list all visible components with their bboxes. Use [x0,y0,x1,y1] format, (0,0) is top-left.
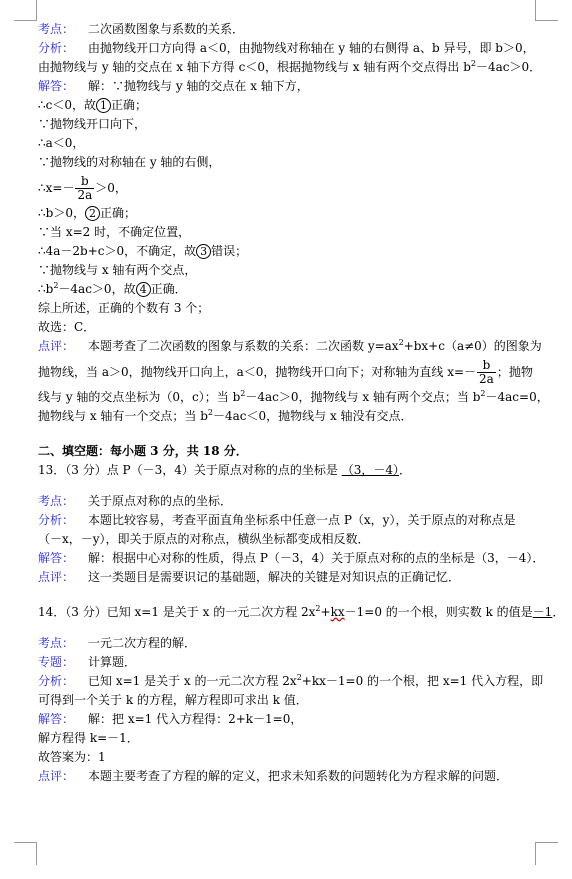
q14-dianping: 点评： 本题主要考查了方程的解的定义，把求未知系数的问题转化为方程求解的问题． [38,769,509,783]
section-heading: 二、填空题：每小题 3 分，共 18 分． [38,444,248,458]
q12-jieda-11: $\therefore b^2-4ac>0$，故 4 正确． [38,281,187,296]
crop-mark-bottom-right [535,842,558,865]
q12-fenxi-1: 分析： 由抛物线开口方向得 a＜0，由抛物线对称轴在 y 轴的右侧得 a、b 异号，即 b＞0， [38,41,535,55]
fraction-b-over-2a: $\frac{b}{2a}$ [77,174,93,202]
circled-number-4: 4 [136,282,151,297]
crop-mark-bottom-left [14,842,37,865]
q12-jieda-7: ∴b＞0， 2 正确； [38,206,136,220]
q14-stem: 14．（3 分）已知 x=1 是关于 x 的一元二次方程 $2x^2+kx-1=0$ 的一个根，则实数 k 的值是－1． [38,604,565,619]
q14-answer: －1 [532,605,553,619]
crop-mark-top-right [535,0,558,21]
q14-jieda-1: 解答： 解：把 x=1 代入方程得：2+k－1=0， [38,712,303,726]
q12-jieda-4: ∴a＜0， [38,136,85,150]
q12-jieda-9: ∴4a－2b+c＞0，不确定，故 3 错误； [38,244,248,258]
crop-mark-top-left [14,0,37,21]
q12-dianping-1: 点评： 本题考查了二次函数的图象与系数的关系：二次函数 $y=ax^2+bx+c(a\ne 0)$的图象为 [38,338,542,353]
q14-kaodian: 考点： 一元二次方程的解． [38,636,197,650]
q13-kaodian: 考点： 关于原点对称的点的坐标． [38,494,233,508]
fraction-b-over-2a-2: $\frac{b}{2a}$ [479,358,494,386]
q13-fenxi-1: 分析： 本题比较容易，考查平面直角坐标系中任意一点 P（x，y），关于原点的对称点是 [38,513,516,527]
q14-zhuanti: 专题： 计算题． [38,655,137,669]
q13-answer: （3，－4） [341,463,399,477]
circled-number-2: 2 [85,206,100,221]
q14-fenxi-2: 可得到一个关于 k 的方程，解方程即可求出 k 值． [38,693,308,707]
document-page [38,20,565,786]
q12-dianping-3: 线与 y 轴的交点坐标为（0，c）；当 $b^2-4ac>0$，抛物线与 x 轴有两个交点；当 $b^2-4ac=0$， [38,389,549,404]
circled-number-3: 3 [196,244,211,259]
q12-jieda-5: ∵抛物线的对称轴在 y 轴的右侧， [38,155,221,169]
q13-jieda: 解答： 解：根据中心对称的性质，得点 P（－3，4）关于原点对称的点的坐标是（3，－4）． [38,551,545,565]
q12-jieda-6: ∴x=－ $\frac{b}{2a}$ ＞0， [38,174,127,202]
q13-stem: 13．（3 分）点 P（－3，4）关于原点对称的点的坐标是 （3，－4）． [38,463,412,477]
q12-jieda-13: 故选：C． [38,320,96,334]
q12-dianping-4: 抛物线与 x 轴有一个交点；当 $b^2-4ac<0$，抛物线与 x 轴没有交点． [38,408,413,423]
q12-jieda-8: ∵当 x=2 时，不确定位置， [38,225,191,239]
q12-jieda-3: ∵抛物线开口向下， [38,117,147,131]
q12-jieda-10: ∵抛物线与 x 轴有两个交点， [38,263,197,277]
circled-number-1: 1 [96,98,111,113]
q12-jieda-12: 综上所述，正确的个数有 3 个； [38,301,210,315]
q13-fenxi-2: （－x，－y），即关于原点的对称点，横纵坐标都变成相反数． [38,532,370,546]
q12-fenxi-2: 由抛物线与 y 轴的交点在 x 轴下方得 c＜0，根据抛物线与 x 轴有两个交点得出 $b^2-4ac>0$． [38,59,542,74]
q12-jieda-1: 解答： 解：∵抛物线与 y 轴的交点在 x 轴下方， [38,79,309,93]
q14-fenxi-1: 分析： 已知 x=1 是关于 x 的一元二次方程 $2x^2+kx-1=0$ 的一个根，把 x=1 代入方程，即 [38,673,544,688]
q14-jieda-2: 解方程得 k=－1． [38,731,139,745]
q13-dianping: 点评： 这一类题目是需要识记的基础题，解决的关键是对知识点的正确记忆． [38,570,461,584]
q12-dianping-2: 抛物线，当 a＞0，抛物线开口向上，a＜0，抛物线开口向下；对称轴为直线 x=－ $\frac{b}{2a}$ ；抛物 [38,358,533,386]
q12-kaodian: 考点： 二次函数图象与系数的关系． [38,22,245,36]
q12-jieda-2: ∴c＜0，故 1 正确； [38,98,148,112]
q14-jieda-3: 故答案为：1 [38,750,106,764]
